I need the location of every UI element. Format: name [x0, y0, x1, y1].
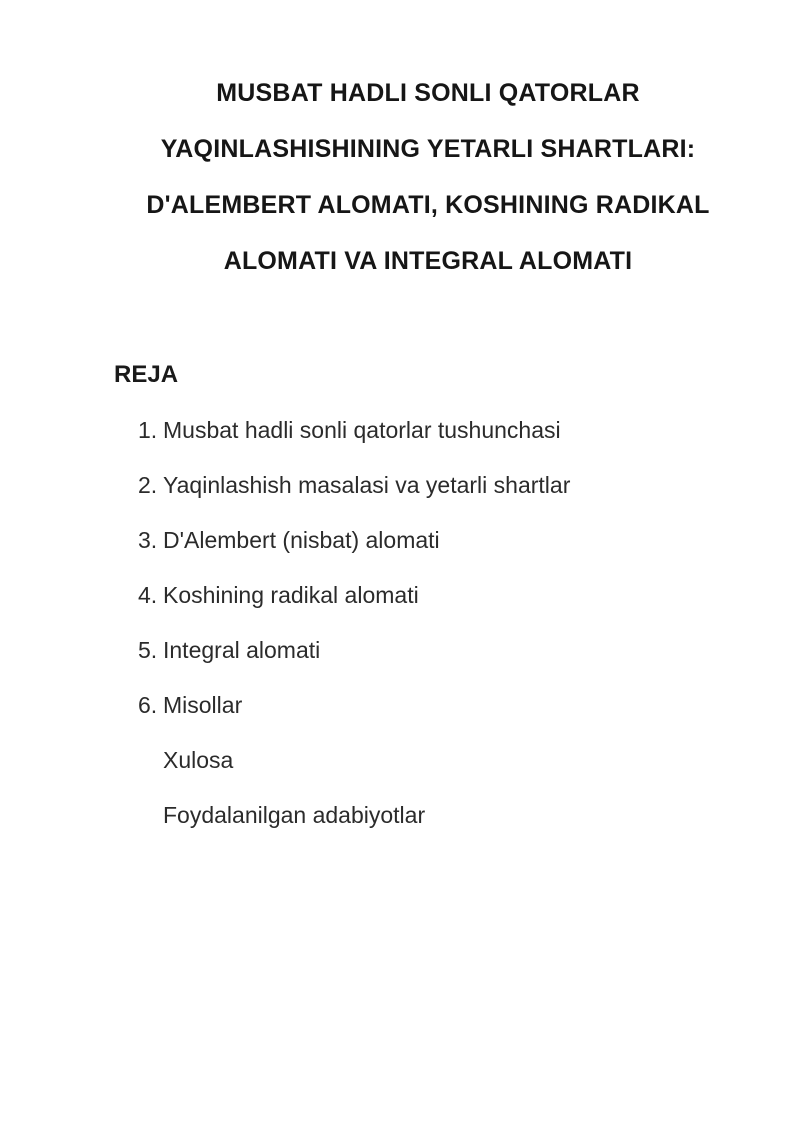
list-item	[114, 623, 742, 678]
list-item-number: 5.	[138, 637, 158, 663]
list-item-number: 2.	[138, 472, 158, 498]
plan-list	[114, 403, 742, 843]
list-item-text: Xulosa	[163, 747, 234, 773]
title-line-3: D'ALEMBERT ALOMATI, KOSHINING RADIKAL	[146, 191, 710, 219]
list-item-text: Koshining radikal alomati	[163, 582, 419, 608]
list-item-number-empty	[138, 733, 163, 788]
list-item-unnumbered	[114, 788, 742, 843]
list-item-number: 1.	[138, 417, 158, 443]
title-line-1: MUSBAT HADLI SONLI QATORLAR	[216, 79, 640, 107]
list-item-number: 4.	[138, 582, 158, 608]
list-item-unnumbered	[114, 733, 742, 788]
list-item	[114, 458, 742, 513]
list-item-number-empty	[138, 788, 163, 843]
list-item-number: 3.	[138, 527, 158, 553]
list-item	[114, 678, 742, 733]
list-item-text: Musbat hadli sonli qatorlar tushunchasi	[163, 417, 561, 443]
document-title	[114, 65, 742, 289]
list-item-text: Foydalanilgan adabiyotlar	[163, 802, 426, 828]
list-item-text: Integral alomati	[163, 637, 321, 663]
list-item-number: 6.	[138, 692, 158, 718]
list-item	[114, 513, 742, 568]
list-item	[114, 568, 742, 623]
list-item-text: Misollar	[163, 692, 243, 718]
title-line-2: YAQINLASHISHINING YETARLI SHARTLARI:	[160, 135, 696, 163]
title-line-4: ALOMATI VA INTEGRAL ALOMATI	[223, 247, 633, 275]
list-item	[114, 403, 742, 458]
list-item-text: Yaqinlashish masalasi va yetarli shartlar	[163, 472, 571, 498]
reja-heading: REJA	[114, 361, 179, 388]
list-item-text: D'Alembert (nisbat) alomati	[163, 527, 440, 553]
